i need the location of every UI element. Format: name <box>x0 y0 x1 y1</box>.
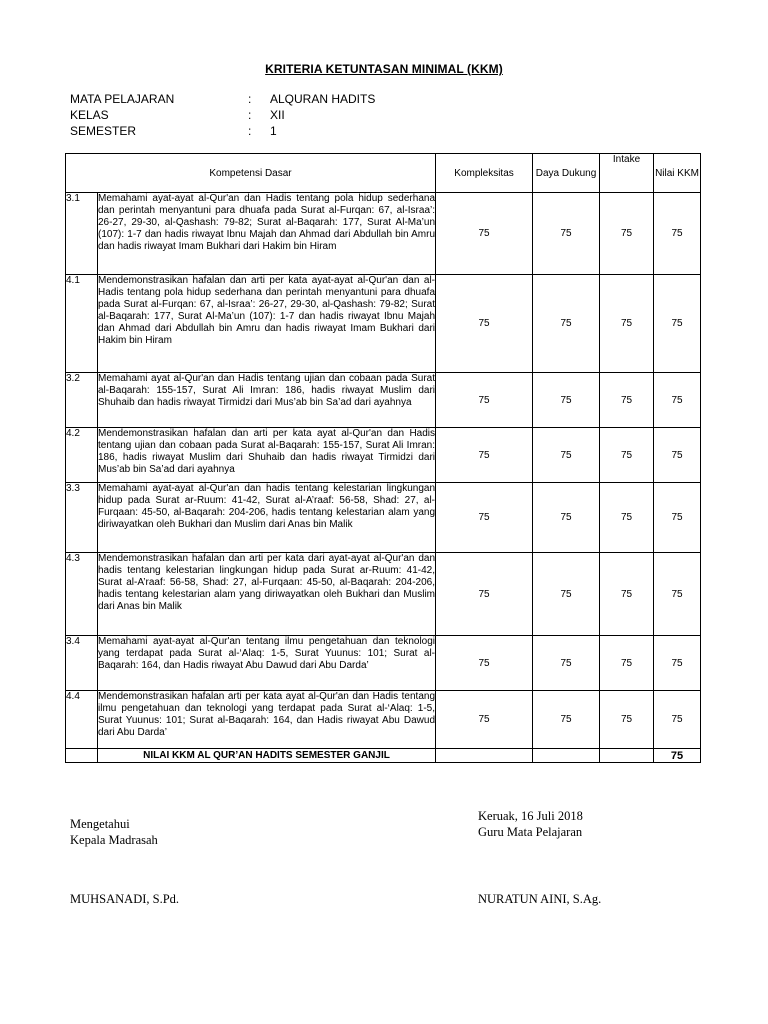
kompleksitas-value: 75 <box>436 691 533 749</box>
header-intake: Intake <box>600 154 654 193</box>
nilai-kkm-value: 75 <box>654 483 701 553</box>
signature-left-name: MUHSANADI, S.Pd. <box>70 892 180 906</box>
daya-dukung-value: 75 <box>533 691 600 749</box>
daya-dukung-value: 75 <box>533 275 600 373</box>
table-row <box>66 373 701 428</box>
header-kompleksitas: Kompleksitas <box>436 154 533 193</box>
kd-number: 4.4 <box>66 691 98 749</box>
signature-right-name: NURATUN AINI, S.Ag. <box>478 892 602 906</box>
intake-value: 75 <box>600 553 654 636</box>
signature-right-line2: Guru Mata Pelajaran <box>478 825 583 839</box>
table-row <box>66 193 701 275</box>
intake-value: 75 <box>600 275 654 373</box>
table-row <box>66 553 701 636</box>
intake-value: 75 <box>600 373 654 428</box>
info-key: KELAS <box>70 108 109 122</box>
info-value: XII <box>270 108 285 122</box>
page-title: KRITERIA KETUNTASAN MINIMAL (KKM) <box>265 62 503 76</box>
kd-number: 4.1 <box>66 275 98 373</box>
table-row <box>66 691 701 749</box>
kd-description: Memahami ayat-ayat al-Qur'an tentang ilmu pengetahuan dan teknologi yang terdapat pada Surat al-‘Alaq: 1-5, Surat Yuunus: 101; Surat al-Baqarah: 164, dan Hadis riwayat Abu Dawud dari Abu Darda’ <box>98 636 436 691</box>
kompleksitas-value: 75 <box>436 193 533 275</box>
info-row-subject <box>70 92 375 108</box>
signature-left <box>70 816 158 848</box>
info-row-semester <box>70 124 375 140</box>
signature-right-line1: Keruak, 16 Juli 2018 <box>478 809 583 823</box>
kompleksitas-value: 75 <box>436 483 533 553</box>
kd-number: 4.3 <box>66 553 98 636</box>
kompleksitas-value: 75 <box>436 553 533 636</box>
footer-empty-cell <box>533 749 600 763</box>
signature-left-line1: Mengetahui <box>70 817 130 831</box>
table-footer-row <box>66 749 701 763</box>
info-key: MATA PELAJARAN <box>70 92 175 106</box>
kd-description: Memahami ayat-ayat al-Qur'an dan Hadis tentang pola hidup sederhana dan perintah menyantuni para dhuafa pada Surat al-Furqan: 67, al-Israa’: 26-27, 29-30, al-Qashash: 79-82; Surat al-Baqarah: 177, Surat Al-Ma’un (107): 1-7 dan hadis riwayat Ibnu Majah dan Ahmad dari Abdullah bin Amru dan hadis riwayat Imam Bukhari dari Hakim bin Hiram <box>98 193 436 275</box>
intake-value: 75 <box>600 636 654 691</box>
intake-value: 75 <box>600 193 654 275</box>
table-header-row <box>66 154 701 193</box>
nilai-kkm-value: 75 <box>654 193 701 275</box>
nilai-kkm-value: 75 <box>654 691 701 749</box>
kkm-table <box>65 153 701 763</box>
nilai-kkm-value: 75 <box>654 428 701 483</box>
signature-left-line2: Kepala Madrasah <box>70 833 158 847</box>
footer-label: NILAI KKM AL QUR’AN HADITS SEMESTER GANJIL <box>98 749 436 763</box>
table-row <box>66 275 701 373</box>
info-value: ALQURAN HADITS <box>270 92 376 106</box>
intake-value: 75 <box>600 483 654 553</box>
footer-empty-cell <box>600 749 654 763</box>
table-row <box>66 483 701 553</box>
daya-dukung-value: 75 <box>533 193 600 275</box>
daya-dukung-value: 75 <box>533 636 600 691</box>
table-row <box>66 428 701 483</box>
signature-right <box>478 808 583 840</box>
kompleksitas-value: 75 <box>436 275 533 373</box>
kd-number: 3.3 <box>66 483 98 553</box>
info-value: 1 <box>270 124 277 138</box>
kompleksitas-value: 75 <box>436 428 533 483</box>
daya-dukung-value: 75 <box>533 373 600 428</box>
header-nilai-kkm: Nilai KKM <box>654 154 701 193</box>
table-row <box>66 636 701 691</box>
subject-info <box>70 92 375 140</box>
kd-description: Mendemonstrasikan hafalan dan arti per kata ayat al-Qur'an dan Hadis tentang ujian dan cobaan pada Surat al-Baqarah: 155-157, Surat Ali Imran: 186, hadis riwayat Muslim dari Shuhaib dan hadis riwayat Tirmidzi dari Mus’ab bin Sa’ad dari ayahnya <box>98 428 436 483</box>
daya-dukung-value: 75 <box>533 483 600 553</box>
footer-kkm-value: 75 <box>654 749 701 763</box>
kd-description: Memahami ayat al-Qur'an dan Hadis tentang ujian dan cobaan pada Surat al-Baqarah: 155-157, Surat Ali Imran: 186, hadis riwayat Muslim dari Shuhaib dan hadis riwayat Tirmidzi dari Mus’ab bin Sa’ad dari ayahnya <box>98 373 436 428</box>
info-separator: : <box>248 124 252 138</box>
intake-value: 75 <box>600 428 654 483</box>
info-key: SEMESTER <box>70 124 137 138</box>
kd-number: 3.1 <box>66 193 98 275</box>
daya-dukung-value: 75 <box>533 428 600 483</box>
info-separator: : <box>248 92 252 106</box>
info-row-class <box>70 108 375 124</box>
kd-number: 3.4 <box>66 636 98 691</box>
intake-value: 75 <box>600 691 654 749</box>
kompleksitas-value: 75 <box>436 373 533 428</box>
nilai-kkm-value: 75 <box>654 636 701 691</box>
kd-description: Memahami ayat-ayat al-Qur'an dan hadis tentang kelestarian lingkungan hidup pada Surat ar-Ruum: 41-42, Surat al-A’raaf: 56-58, Shad: 27, al-Furqaan: 45-50, al-Baqarah: 204-206, hadis tentang kelestarian alam yang diriwayatkan oleh Bukhari dan Muslim dari Anas bin Malik <box>98 483 436 553</box>
nilai-kkm-value: 75 <box>654 373 701 428</box>
info-separator: : <box>248 108 252 122</box>
kompleksitas-value: 75 <box>436 636 533 691</box>
footer-empty-cell <box>436 749 533 763</box>
header-daya-dukung: Daya Dukung <box>533 154 600 193</box>
nilai-kkm-value: 75 <box>654 275 701 373</box>
kd-number: 3.2 <box>66 373 98 428</box>
daya-dukung-value: 75 <box>533 553 600 636</box>
kd-description: Mendemonstrasikan hafalan dan arti per kata ayat-ayat al-Qur'an dan al-Hadis tentang pola hidup sederhana dan perintah menyantuni para dhuafa pada Surat al-Furqan: 67, al-Israa’: 26-27, 29-30, al-Qashash: 79-82; Surat al-Baqarah: 177, Surat Al-Ma’un (107): 1-7 dan hadis riwayat Ibnu Majah dan Ahmad dari Abdullah bin Amru dan hadis riwayat Imam Bukhari dari Hakim bin Hiram <box>98 275 436 373</box>
kd-description: Mendemonstrasikan hafalan arti per kata ayat al-Qur'an dan Hadis tentang ilmu pengetahuan dan teknologi yang terdapat pada Surat al-‘Alaq: 1-5, Surat Yuunus: 101; Surat al-Baqarah: 164, dan Hadis riwayat Abu Dawud dari Abu Darda’ <box>98 691 436 749</box>
nilai-kkm-value: 75 <box>654 553 701 636</box>
header-kompetensi-dasar: Kompetensi Dasar <box>66 154 436 193</box>
footer-empty-cell <box>66 749 98 763</box>
kd-description: Mendemonstrasikan hafalan dan arti per kata dari ayat-ayat al-Qur'an dan hadis tentang kelestarian lingkungan hidup pada Surat ar-Ruum: 41-42, Surat al-A’raaf: 56-58, Shad: 27, al-Furqaan: 45-50, al-Baqarah: 204-206, hadis tentang kelestarian alam yang diriwayatkan oleh Bukhari dan Muslim dari Anas bin Malik <box>98 553 436 636</box>
kd-number: 4.2 <box>66 428 98 483</box>
